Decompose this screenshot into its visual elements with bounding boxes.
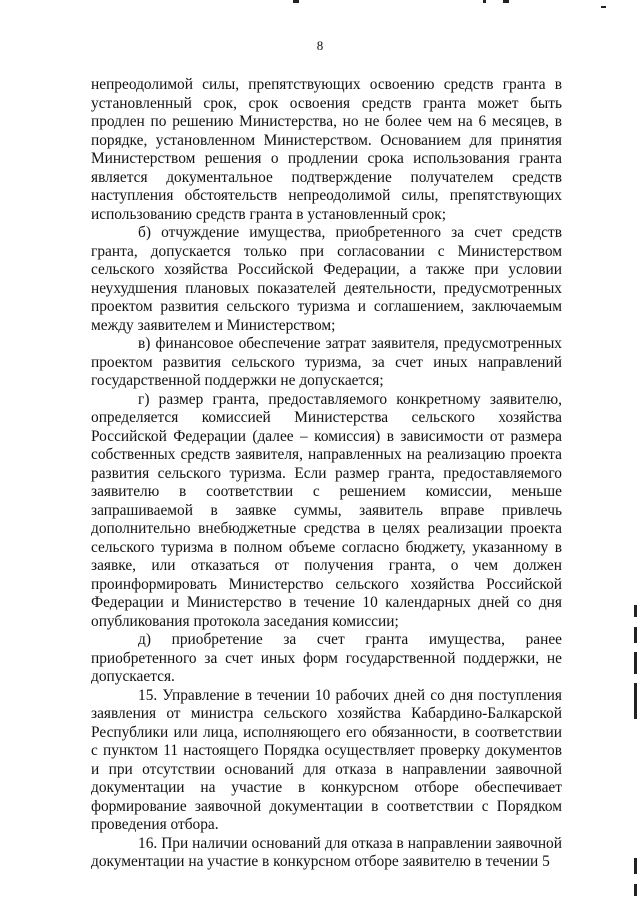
paragraph-item-g: г) размер гранта, предоставляемого конкретному заявителю, определяется комиссией Министерства сельского хозяйства Российской Федерации (далее – комиссия) в зависимости от размера собственных средств заявителя, направленных на реализацию проекта развития сельского туризма. Если размер гранта, предоставляемого заявителю в соответствии с решением комиссии, меньше запрашиваемой в заявке суммы, заявитель вправе привлечь дополнительно внебюджетные средства в целях реализации проекта сельского туризма в полном объеме согласно бюджету, указанному в заявке, или отказаться от получения гранта, о чем должен проинформировать Министерство сельского хозяйства Российской Федерации и Министерство в течение 10 календарных дней со дня опубликования протокола заседания комиссии; — [91, 390, 562, 630]
paragraph-point-16: 16. При наличии оснований для отказа в направлении заявочной документации на участие в конкурсном отборе заявителю в течении 5 — [91, 834, 562, 870]
paragraph-continuation: непреодолимой силы, препятствующих освоению средств гранта в установленный срок, срок освоения средств гранта может быть продлен по решению Министерства, но не более чем на 6 месяцев, в порядке, установленном Министерством. Основанием для принятия Министерством решения о продлении срока использования гранта является документальное подтверждение получателем средств наступления обстоятельств непреодолимой силы, препятствующих использованию средств гранта в установленный срок; — [91, 76, 562, 223]
binding-mark — [634, 652, 637, 674]
paragraph-item-v: в) финансовое обеспечение затрат заявителя, предусмотренных проектом развития сельского туризма, за счет иных направлений государственной поддержки не допускается; — [91, 335, 562, 389]
paragraph-item-b: б) отчуждение имущества, приобретенного за счет средств гранта, допускается только при согласовании с Министерством сельского хозяйства Российской Федерации, а также при условии неухудшения плановых показателей деятельности, предусмотренных проектом развития сельского туризма и соглашением, заключаемым между заявителем и Министерством; — [91, 224, 562, 334]
scan-speck — [483, 0, 486, 3]
paragraph-item-d: д) приобретение за счет гранта имущества, ранее приобретенного за счет иных форм государственной поддержки, не допускается. — [91, 631, 562, 685]
binding-mark — [634, 605, 637, 617]
binding-mark — [634, 627, 637, 643]
page-number: 8 — [316, 38, 324, 53]
paragraph-point-15: 15. Управление в течении 10 рабочих дней со дня поступления заявления от министра сельского хозяйства Кабардино-Балкарской Республики или лица, исполняющего его обязанности, в соответствии с пунктом 11 настоящего Порядка осуществляет проверку документов и при отсутствии оснований для отказа в направлении заявочной документации на участие в конкурсном отборе обеспечивает формирование заявочной документации в соответствии с Порядком проведения отбора. — [91, 686, 562, 833]
binding-mark — [634, 858, 637, 874]
scan-speck — [601, 6, 606, 8]
binding-mark — [634, 683, 637, 719]
document-body — [91, 76, 562, 872]
binding-mark — [634, 884, 637, 896]
scan-speck — [293, 0, 299, 3]
scan-speck — [503, 0, 509, 3]
